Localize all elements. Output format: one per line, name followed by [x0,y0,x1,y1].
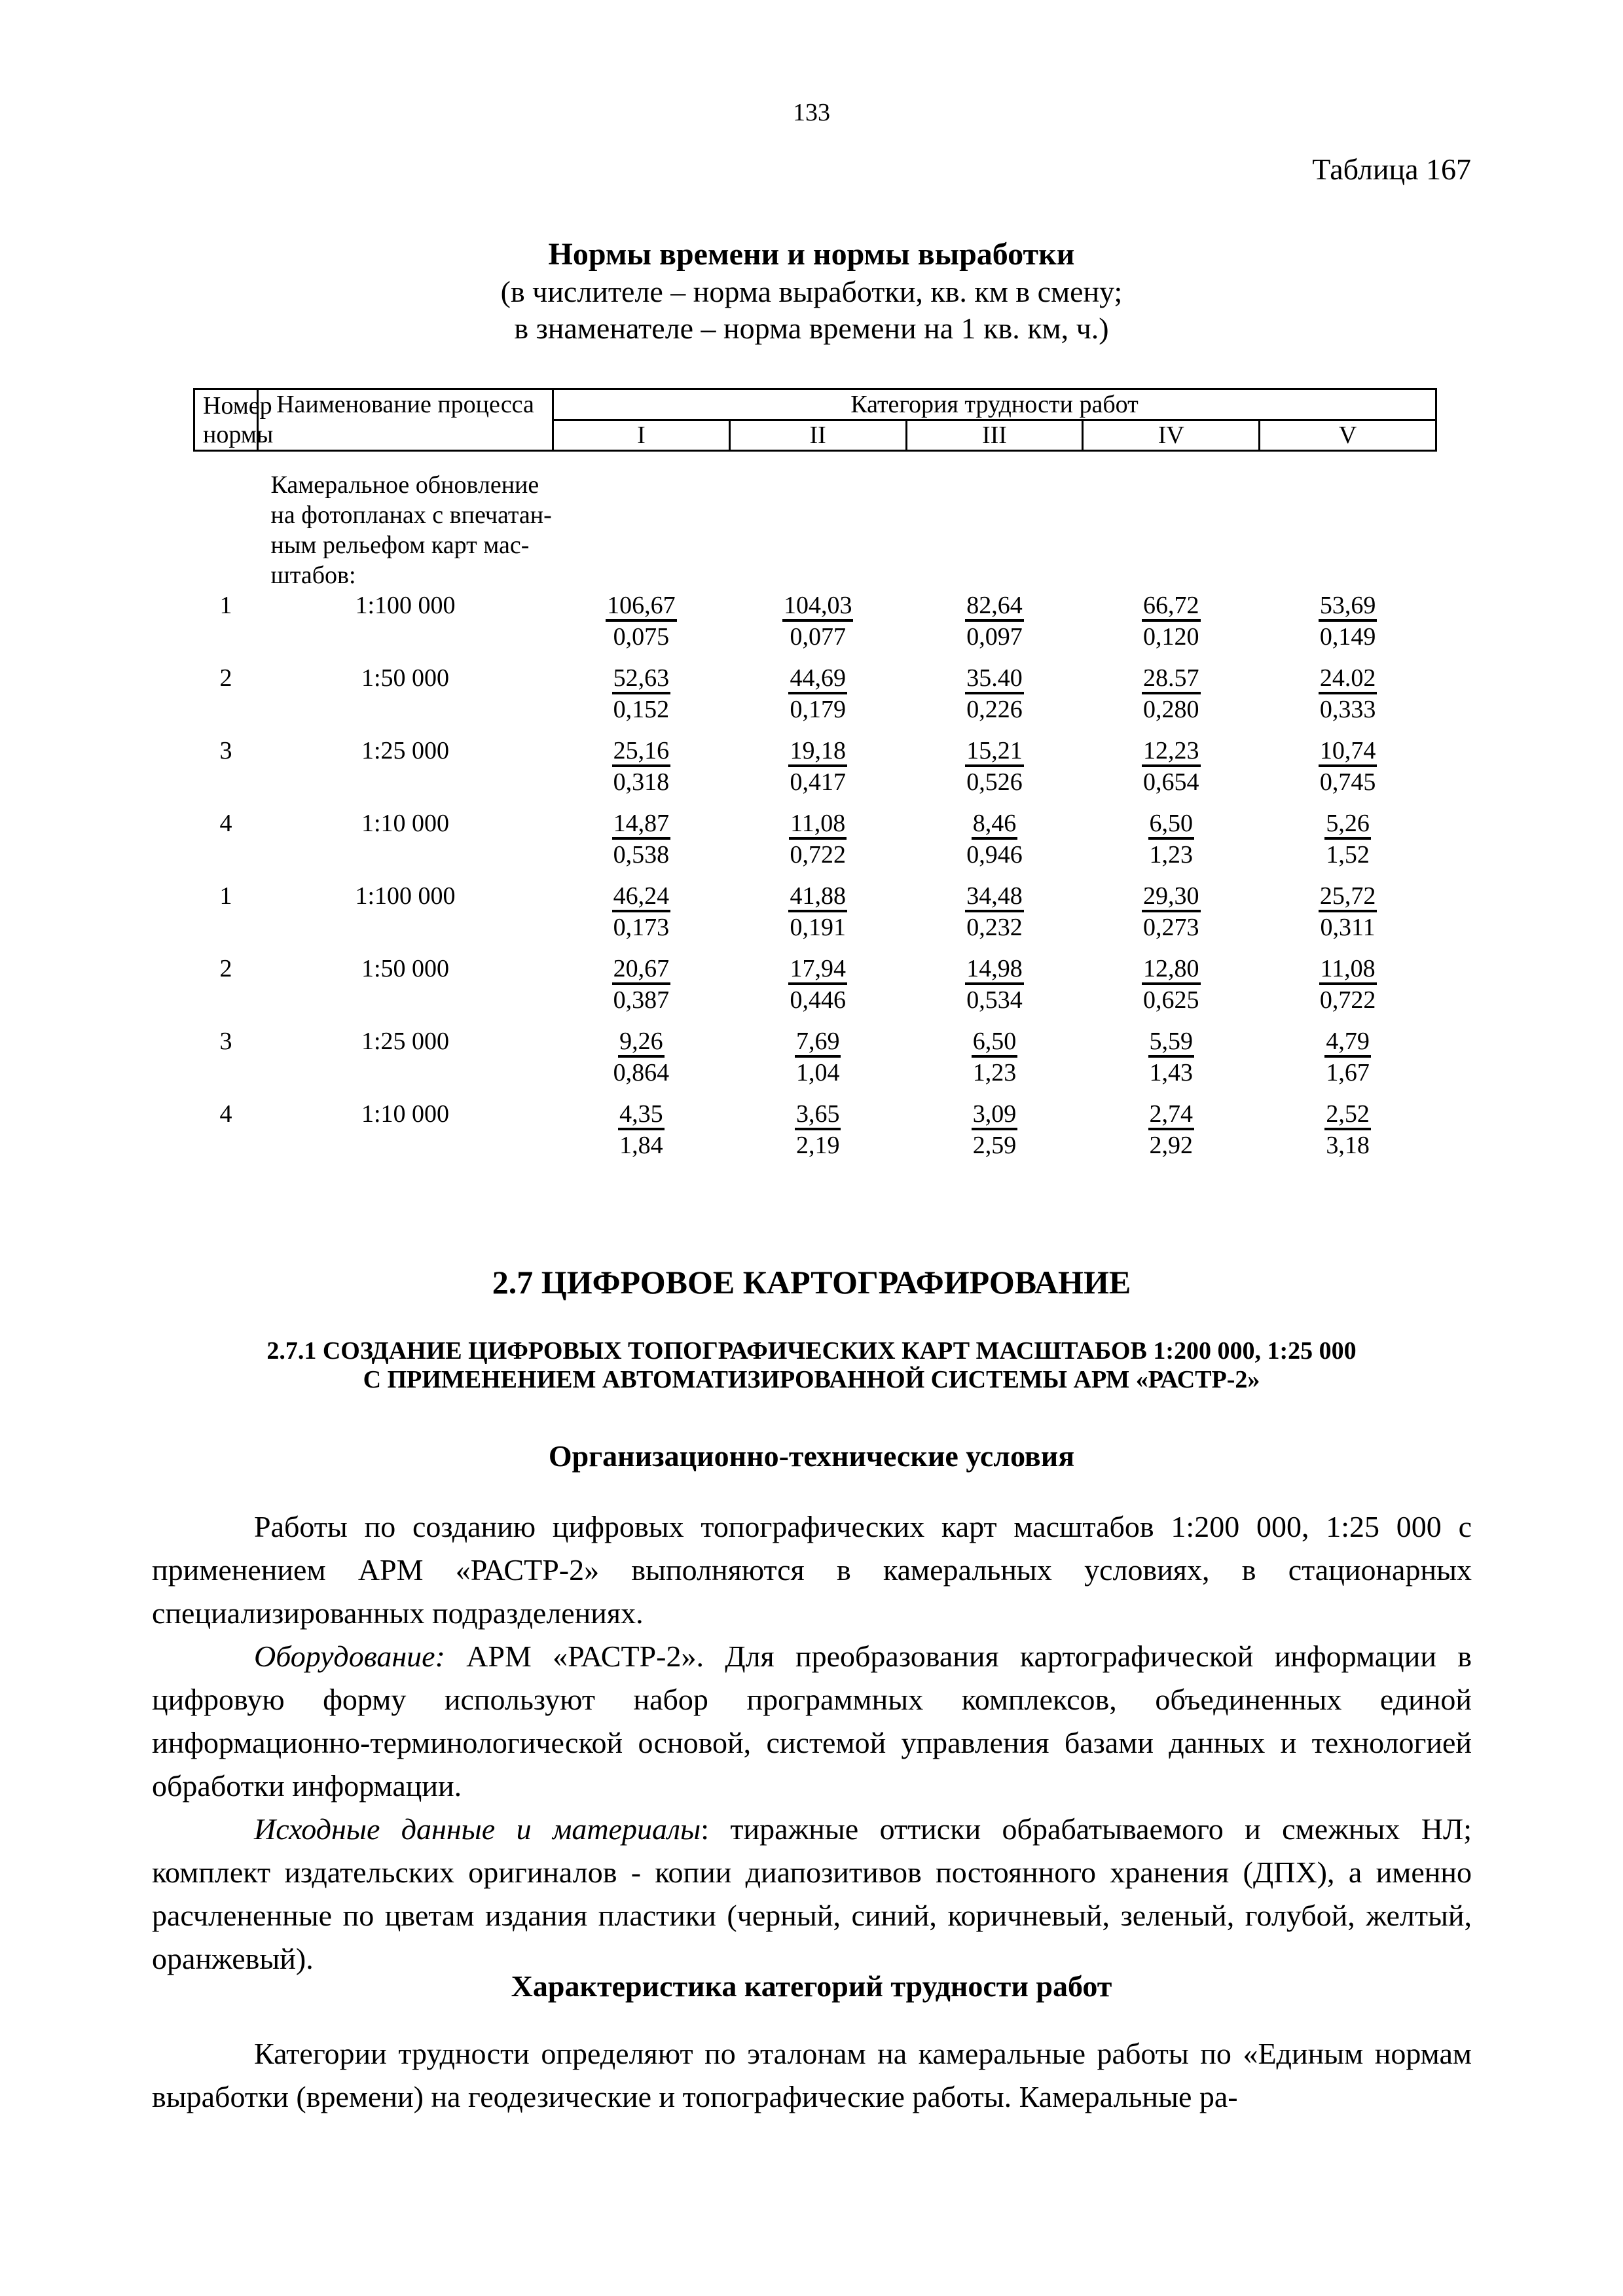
norm-value-cell [1260,881,1436,954]
time-norm: 0,179 [790,696,846,723]
norm-value-cell [906,808,1083,881]
table-row [194,736,1436,808]
paragraph-equipment [152,1635,1472,1808]
map-scale: 1:25 000 [361,737,450,764]
output-norm: 34,48 [965,882,1024,912]
header-number-line-2: нормы [203,420,274,448]
output-norm: 2,52 [1324,1100,1371,1130]
time-norm: 0,120 [1143,623,1199,651]
time-norm: 1,67 [1326,1059,1370,1086]
norm-value-cell [906,881,1083,954]
time-norm: 2,59 [972,1132,1017,1159]
norm-value-cell [553,1026,730,1099]
norm-number: 4 [219,1100,232,1128]
norm-number: 3 [219,737,232,764]
time-norm: 1,52 [1326,841,1370,869]
map-scale: 1:10 000 [361,810,450,837]
output-norm: 24.02 [1319,664,1377,694]
norm-value-cell [553,663,730,736]
output-norm: 82,64 [965,592,1024,622]
output-norm: 25,16 [612,737,671,767]
time-norm: 0,311 [1320,914,1376,941]
table-row [194,663,1436,736]
header-category-3: III [906,420,1083,451]
time-norm: 0,173 [613,914,670,941]
norm-value-cell [1260,808,1436,881]
subsection-title [0,1336,1623,1394]
map-scale: 1:10 000 [361,1100,450,1128]
output-norm: 9,26 [618,1028,665,1058]
table-row [194,590,1436,663]
output-norm: 44,69 [788,664,847,694]
time-norm: 0,075 [613,623,670,651]
output-norm: 10,74 [1319,737,1377,767]
table-subtitle-line-1: (в числителе – норма выработки, кв. км в смену; [500,275,1123,308]
time-norm: 1,23 [972,1059,1017,1086]
norm-value-cell [729,736,906,808]
output-norm: 3,65 [795,1100,841,1130]
table-row [194,881,1436,954]
source-data-text: : тиражные оттиски обрабатываемого и смежных НЛ; комплект издательских оригиналов - копии диапозитивов постоянного хранения (ДПХ), а именно расчлененные по цветам издания пластики (черный, синий, коричневый, зеленый, голубой, желтый, оранжевый). [152,1812,1472,1975]
norm-value-cell [906,1099,1083,1172]
table-row [194,808,1436,881]
output-norm: 53,69 [1319,592,1377,622]
intro-line: ным рельефом карт мас- [270,531,530,559]
paragraph-works: Работы по созданию цифровых топографических карт масштабов 1:200 000, 1:25 000 с применением АРМ «РАСТР-2» выполняются в камеральных условиях, в стационарных специализированных подразделениях. [152,1510,1472,1630]
time-norm: 0,232 [966,914,1023,941]
norm-value-cell [906,736,1083,808]
norm-value-cell [1260,954,1436,1026]
norm-value-cell [1260,1099,1436,1172]
table-subtitle-line-2: в знаменателе – норма времени на 1 кв. км, ч.) [514,312,1109,345]
subsection-title-line-1: 2.7.1 СОЗДАНИЕ ЦИФРОВЫХ ТОПОГРАФИЧЕСКИХ КАРТ МАСШТАБОВ 1:200 000, 1:25 000 [266,1337,1357,1365]
output-norm: 106,67 [606,592,677,622]
time-norm: 0,625 [1143,986,1199,1014]
time-norm: 3,18 [1326,1132,1370,1159]
time-norm: 0,526 [966,768,1023,796]
header-process-name: Наименование процесса [258,389,553,451]
norm-value-cell [553,1099,730,1172]
map-scale: 1:50 000 [361,955,450,982]
norm-value-cell [729,1099,906,1172]
output-norm: 14,98 [965,955,1024,985]
output-norm: 6,50 [972,1028,1018,1058]
time-norm: 0,149 [1319,623,1376,651]
equipment-text: АРМ «РАСТР-2». Для преобразования картографической информации в цифровую форму используют набор программных комплексов, объединенных единой информационно-терминологической основой, системой управления базами данных и технологией обработки информации. [152,1640,1472,1803]
norm-value-cell [1083,590,1260,663]
output-norm: 52,63 [612,664,671,694]
output-norm: 8,46 [972,810,1018,840]
norm-value-cell [1260,663,1436,736]
time-norm: 0,417 [790,768,846,796]
section-title: 2.7 ЦИФРОВОЕ КАРТОГРАФИРОВАНИЕ [492,1264,1131,1300]
norms-table [193,388,1437,1172]
process-intro [258,451,553,591]
map-scale: 1:100 000 [355,592,456,619]
time-norm: 1,43 [1149,1059,1194,1086]
categories-body [152,2032,1472,2119]
header-category-1: I [553,420,730,451]
output-norm: 17,94 [788,955,847,985]
norm-value-cell [1083,808,1260,881]
header-category-5: V [1260,420,1436,451]
org-conditions-heading: Организационно-технические условия [548,1439,1075,1473]
header-difficulty-category: Категория трудности работ [553,389,1436,420]
categories-heading: Характеристика категорий трудности работ [511,1969,1112,2003]
table-title: Нормы времени и нормы выработки [548,237,1075,272]
norm-value-cell [729,663,906,736]
table-row [194,1026,1436,1099]
norm-value-cell [1083,881,1260,954]
map-scale: 1:50 000 [361,664,450,692]
norm-number: 2 [219,955,232,982]
norm-number: 2 [219,664,232,692]
time-norm: 1,84 [619,1132,663,1159]
output-norm: 28.57 [1142,664,1201,694]
time-norm: 0,226 [966,696,1023,723]
norm-value-cell [1260,736,1436,808]
time-norm: 0,538 [613,841,670,869]
page-number: 133 [793,99,830,126]
norm-value-cell [906,590,1083,663]
header-norm-number [194,389,274,451]
norm-value-cell [553,590,730,663]
time-norm: 0,745 [1319,768,1376,796]
norm-value-cell [553,808,730,881]
output-norm: 104,03 [782,592,854,622]
table-row [194,1099,1436,1172]
time-norm: 0,722 [790,841,846,869]
norm-number: 4 [219,810,232,837]
subsection-title-line-2: С ПРИМЕНЕНИЕМ АВТОМАТИЗИРОВАННОЙ СИСТЕМЫ АРМ «РАСТР-2» [363,1366,1260,1393]
time-norm: 0,273 [1143,914,1199,941]
output-norm: 12,23 [1142,737,1201,767]
output-norm: 12,80 [1142,955,1201,985]
output-norm: 35.40 [965,664,1024,694]
time-norm: 0,446 [790,986,846,1014]
source-data-label: Исходные данные и материалы [254,1812,701,1846]
header-category-4: IV [1083,420,1260,451]
norm-value-cell [729,590,906,663]
norm-number: 3 [219,1028,232,1055]
table-row [194,954,1436,1026]
output-norm: 3,09 [972,1100,1018,1130]
map-scale: 1:25 000 [361,1028,450,1055]
time-norm: 0,097 [966,623,1023,651]
output-norm: 11,08 [1319,955,1377,985]
output-norm: 66,72 [1142,592,1201,622]
norm-value-cell [1083,1099,1260,1172]
norm-value-cell [729,808,906,881]
intro-line: штабов: [270,562,356,589]
time-norm: 0,864 [613,1059,670,1086]
time-norm: 2,19 [795,1132,840,1159]
norm-value-cell [1083,736,1260,808]
time-norm: 0,333 [1319,696,1376,723]
norm-value-cell [553,954,730,1026]
header-number-line-1: Номер [203,391,272,420]
equipment-label: Оборудование: [254,1640,445,1673]
output-norm: 41,88 [788,882,847,912]
norm-value-cell [1083,1026,1260,1099]
output-norm: 4,79 [1324,1028,1371,1058]
table-label: Таблица 167 [1312,152,1471,186]
norm-value-cell [1260,590,1436,663]
norm-value-cell [729,1026,906,1099]
time-norm: 0,280 [1143,696,1199,723]
output-norm: 7,69 [795,1028,841,1058]
time-norm: 0,722 [1319,986,1376,1014]
output-norm: 5,59 [1148,1028,1195,1058]
norm-value-cell [729,881,906,954]
time-norm: 2,92 [1149,1132,1194,1159]
norm-value-cell [906,954,1083,1026]
output-norm: 20,67 [612,955,671,985]
norm-value-cell [1083,954,1260,1026]
norm-value-cell [553,881,730,954]
norm-number: 1 [219,882,232,910]
output-norm: 4,35 [618,1100,665,1130]
paragraph-categories: Категории трудности определяют по эталонам на камеральные работы по «Единым нормам выработки (времени) на геодезические и топографические работы. Камеральные ра- [152,2037,1472,2113]
time-norm: 0,654 [1143,768,1199,796]
output-norm: 14,87 [612,810,671,840]
norm-value-cell [1260,1026,1436,1099]
norm-value-cell [906,1026,1083,1099]
output-norm: 11,08 [789,810,847,840]
header-category-2: II [729,420,906,451]
time-norm: 0,318 [613,768,670,796]
time-norm: 0,077 [790,623,846,651]
output-norm: 6,50 [1148,810,1195,840]
norm-value-cell [729,954,906,1026]
time-norm: 0,152 [613,696,670,723]
time-norm: 0,534 [966,986,1023,1014]
output-norm: 25,72 [1319,882,1377,912]
output-norm: 5,26 [1324,810,1371,840]
map-scale: 1:100 000 [355,882,456,910]
time-norm: 0,946 [966,841,1023,869]
intro-line: Камеральное обновление [270,471,539,499]
norm-value-cell [1083,663,1260,736]
norm-value-cell [906,663,1083,736]
org-conditions-body [152,1505,1472,1981]
time-norm: 0,387 [613,986,670,1014]
time-norm: 1,23 [1149,841,1194,869]
paragraph-source-data [152,1808,1472,1981]
output-norm: 29,30 [1142,882,1201,912]
table-title-block [0,236,1623,347]
time-norm: 0,191 [790,914,846,941]
output-norm: 19,18 [788,737,847,767]
time-norm: 1,04 [795,1059,840,1086]
norm-value-cell [553,736,730,808]
norm-number: 1 [219,592,232,619]
output-norm: 15,21 [965,737,1024,767]
output-norm: 46,24 [612,882,671,912]
intro-line: на фотопланах с впечатан- [270,501,552,529]
output-norm: 2,74 [1148,1100,1195,1130]
